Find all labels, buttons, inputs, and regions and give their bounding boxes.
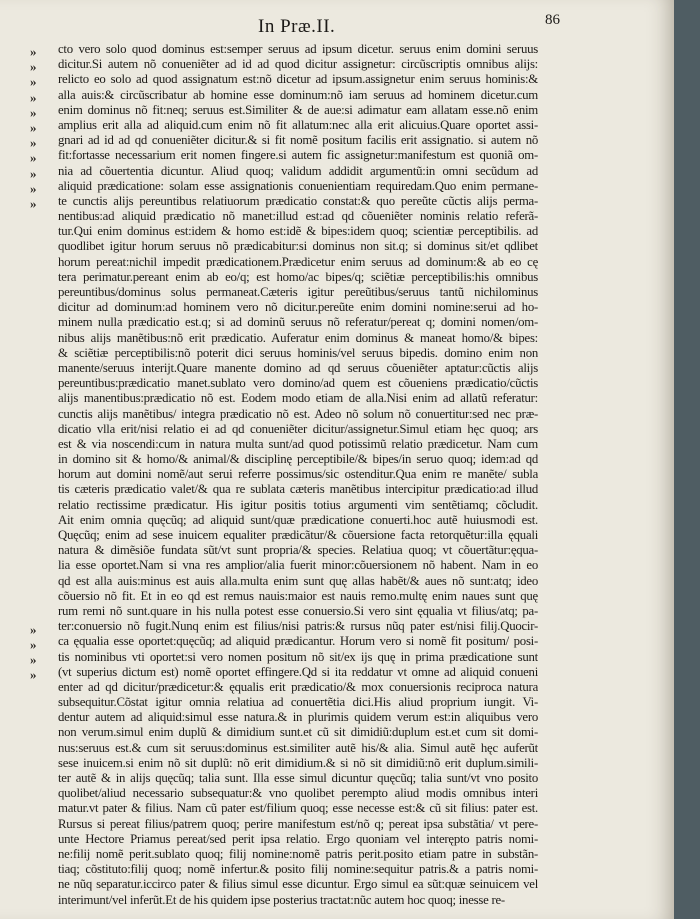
- text-line: relatio rectissime prædicatur. His igitur positis totius argumenti vim sentẽtiamq; cõcludit.: [58, 497, 538, 512]
- margin-marker: »: [30, 667, 36, 683]
- text-line: rum remi nõ sunt.quare in his nulla potest esse conuersio.Si vero sint ęqualia vt filius/atq; pa-: [58, 603, 538, 618]
- text-line: qd est alla auis:minus est auis alla.multa enim sunt quę allas habẽt/& aues nõ sunt:atq; ideo: [58, 573, 538, 588]
- text-line: ne nũq separatur.iccirco pater & filius simul esse dicuntur. Ergo simul ea sũt:quæ seinuicem vel: [58, 877, 538, 892]
- text-line: natura & dimẽsiõe fundata sũt/vt sunt propria/& species. Relatiua quoq; vt cõuertãtur:ęqua-: [58, 543, 538, 558]
- margin-marker: »: [30, 150, 36, 166]
- margin-marker: »: [30, 74, 36, 90]
- text-line: cto vero solo quod dominus est:semper seruus ad ipsum dicetur. seruus enim domini seruus: [58, 42, 538, 56]
- text-line: horum aut domini nomẽ/aut serui referre possimus/sic ostenditur.Qua enim re manẽte/ subla: [58, 467, 538, 482]
- text-line: tis nominibus vti oportet:si vero nomen positum nõ sit/ex ijs quę in prima prædicatione sunt: [58, 649, 538, 664]
- margin-marker: »: [30, 59, 36, 75]
- margin-marker: »: [30, 621, 36, 637]
- text-line: cõuersio nõ fit. Et in eo qd est remus nauis:maior est nauis remo.multę enim naues sunt quę: [58, 588, 538, 603]
- margin-marker: »: [30, 44, 36, 59]
- text-line: gnari ad id ad qd conueniẽter dicitur.& si fit nomẽ positum facilis erit assignatio. si autem nõ: [58, 133, 538, 148]
- text-line: ter:conuersio nõ fugit.Nunq enim est filius/nisi patris:& rursus nũq pater est/nisi filij.Quocir-: [58, 619, 538, 634]
- text-line: in domino sit & homo/& animal/& disciplinę perceptibile/& bipes/in seruo quoq; idem:ad qd: [58, 452, 538, 467]
- text-line: enter ad qd dicitur/prædicetur:& ęqualis erit prædicatio/& mox conuersionis reciproca natura: [58, 679, 538, 694]
- text-line: (vt superius dictum est) nomẽ oportet effingere.Qd si ita reddatur vt omne ad aliquid conueni: [58, 664, 538, 679]
- margin-marker: »: [30, 165, 36, 181]
- margin-marker: »: [30, 135, 36, 151]
- text-line: tiaq; cõstituto:filij quoq; nomẽ infertur.& posito filij nomine:sequitur patris.& a patris nomi-: [58, 862, 538, 877]
- running-header: [0, 6, 674, 36]
- text-line: minem nulla prædicatio est.q; si ad dominũ seruus nõ referatur/pereat q; domini nomen/om-: [58, 315, 538, 330]
- text-line: lia esse oportet.Nam si vna res amplior/alia fuerit minor:cõuersionem nõ habent. Nam in eo: [58, 558, 538, 573]
- text-line: nus:seruus est.& cum sit seruus:dominus est.similiter autẽ his/& alia. Simul autẽ hęc auferũt: [58, 740, 538, 755]
- text-line: Quęcũq; enim ad sese inuicem equaliter prædicãtur/& cõuersione facta retorquẽtur:illa ęquali: [58, 528, 538, 542]
- text-line: est & via noscendi:cum in natura multa sunt/ad quod potissimũ relatio prædicetur. Nam cum: [58, 436, 538, 451]
- text-line: dentur autem ad aliquid:simul esse natura.& in plurimis quidem verum est:in aliquibus vero: [58, 710, 538, 725]
- text-line: matur.vt pater & filius. Nam cũ pater est/filium quoq; esse necesse est:& cũ sit filius: pater est.: [58, 801, 538, 816]
- text-line: alla auis:& circũscribatur ab homine esse dominum:nõ iam seruus ad hominem dicetur.cum: [58, 87, 538, 102]
- text-line: dicitur ad dominum:ad hominem vero nõ dicitur.pereũte enim domini nomine:serui ad ho-: [58, 300, 538, 315]
- text-line: Ait enim omnia quęcũq; ad aliquid sunt/quæ prædicatione conuerti.hoc autẽ huiusmodi est.: [58, 512, 538, 527]
- text-line: cunctis alijs manẽtibus/ integra prædicatio nõ est. Adeo nõ solum nõ conuertitur:sed nec præ-: [58, 406, 538, 421]
- text-line: dicitur.Si autem nõ conueniẽter ad id ad quod dicitur assignetur: circũscriptis omnibus alijs:: [58, 57, 538, 72]
- margin-marker: »: [30, 652, 36, 667]
- text-line: amplius erit alla ad aliquid.cum enim nõ fit allatum:nec alla erit alicuius.Quare oportet assi-: [58, 117, 538, 132]
- margin-marker: »: [30, 120, 36, 135]
- text-line: manente/seruus interijt.Quare manente domino ad qd seruus cõueniẽter aptatur:cũctis alijs: [58, 360, 538, 375]
- running-title: In Præ.II.: [258, 16, 336, 37]
- folio-number: 86: [545, 12, 560, 28]
- text-line: nibus alijs manẽtibus:nõ erit prædicatio. Auferatur enim dominus & maneat homo/& bipes:: [58, 330, 538, 345]
- text-line: dicatio vlla erit/nisi relatio ei ad qd conueniẽter dicitur/assignetur.Simul etiam hęc quoq; ars: [58, 421, 538, 436]
- margin-marker: »: [30, 636, 36, 652]
- text-line: nia ad cõuertentia dicuntur. Aliud quoq; validum addidit argumentũ:in omni secũdum ad: [58, 163, 538, 178]
- text-line: ne:filij nomẽ perit.sublato quoq; filij nomine:nomẽ patris perit.posito etiam patre in substãn-: [58, 846, 538, 861]
- text-line: tis cæteris prædicatio valet/& qua re sublata cæteris manẽtibus intercipitur prædicatio:ad illud: [58, 482, 538, 497]
- text-line: quodlibet igitur horum seruus nõ prædicabitur:si dominus non sit.q; si dominus sit/et qdlibet: [58, 239, 538, 254]
- text-line: ter autẽ & in alijs quęcũq; talia sunt. Illa esse simul dicuntur quęcũq; talia sunt/vt vno posito: [58, 771, 538, 785]
- text-line: relicto eo solo ad quod assignatum est:nõ dicetur ad ipsum.assignetur enim seruus hominis:&: [58, 72, 538, 87]
- text-line: Rursus si pereat filius/patrem quoq; perire manifestum est/nõ q; pereat ipsa substãtia/ vt pere-: [58, 816, 538, 831]
- margin-marker: »: [30, 89, 36, 105]
- text-line: unte Hectore Priamus pereat/sed perit ipsa relatio. Ergo quoniam vel interępto patris nomi-: [58, 831, 538, 846]
- text-line: aliquid prædicatione: solam esse assignationis conuenientiam requiredam.Quo enim permane-: [58, 178, 538, 193]
- margin-marker: »: [30, 104, 36, 120]
- text-line: interimunt/vel inferũt.Et de his quidem ipse posterius tractat:nũc autem hoc quoq; inesse re-: [58, 892, 505, 907]
- text-line: pereuntibus:prædicatio manet.sublato vero domino/ad quem est cõueniens prædicatio/cũctis: [58, 376, 538, 391]
- text-line: enim dominus nõ fit:neq; seruus est.Similiter & de aue:si adimatur eam allatam esse.nõ enim: [58, 102, 538, 117]
- text-line: tur.Qui enim dominus est:idem & homo est:idẽ & bipes:idem quoq; scientiæ perceptibilis. ad: [58, 224, 538, 239]
- text-line: tera perimatur.pereant enim ab eo/q; est homo/ac bipes/q; sciẽtiæ perceptibilis:his omnibus: [58, 269, 538, 284]
- margin-marker: »: [30, 180, 36, 196]
- text-line: horum pereat:nichil impedit prædicationem.Prædicetur enim seruus ad dominum:& ab eo cę: [58, 254, 538, 269]
- text-line: non verum.simul enim duplũ & dimidium sunt.et cũ sit dimidiũ:duplum est.et cum sit domi-: [58, 725, 538, 740]
- text-line: quolibet/aliud necessario subsequatur:& vno quolibet perempto aliud modis omnibus interi: [58, 786, 538, 801]
- text-line: fit:fortasse necessarium erit nomen fingere.si autem fic assignetur:manifestum est quoniã om-: [58, 148, 538, 163]
- text-line: & sciẽtiæ perceptibilis:nõ poterit dici seruus hominis/vel seruus bipedis. domino enim non: [58, 345, 538, 360]
- text-line: te cunctis alijs pereuntibus relatiuorum prædicatio constat:& quo pereũte cũctis alijs perma-: [58, 193, 538, 208]
- commentary-text: [58, 42, 538, 908]
- text-line: alijs manentibus:prædicatio nõ est. Eodem modo etiam de alla.Nisi enim ad allatũ referatur:: [58, 391, 538, 406]
- text-line: subsequitur.Cõstat igitur omnia relatiua ad conuertẽtia dici.His aliud proprium iungit. Vi-: [58, 695, 538, 710]
- text-line: pereuntibus/dominus solus permaneat.Cæteris igitur pereũtibus/seruus tantũ nichilominus: [58, 285, 538, 299]
- text-line: nentibus:ad aliquid prædicatio nõ manet:illud est:ad qd cõueniẽter nominis relatio referã-: [58, 209, 538, 224]
- text-line: sese inuicem.si enim nõ sit duplũ: nõ erit dimidium.& si nõ sit dimidiũ:nõ erit duplum.simili-: [58, 755, 538, 770]
- text-line: ca ęqualia esse oportet:quęcũq; ad aliquid prædicantur. Horum vero si nomẽ fit positum/ posi-: [58, 634, 538, 649]
- margin-marker: »: [30, 196, 36, 211]
